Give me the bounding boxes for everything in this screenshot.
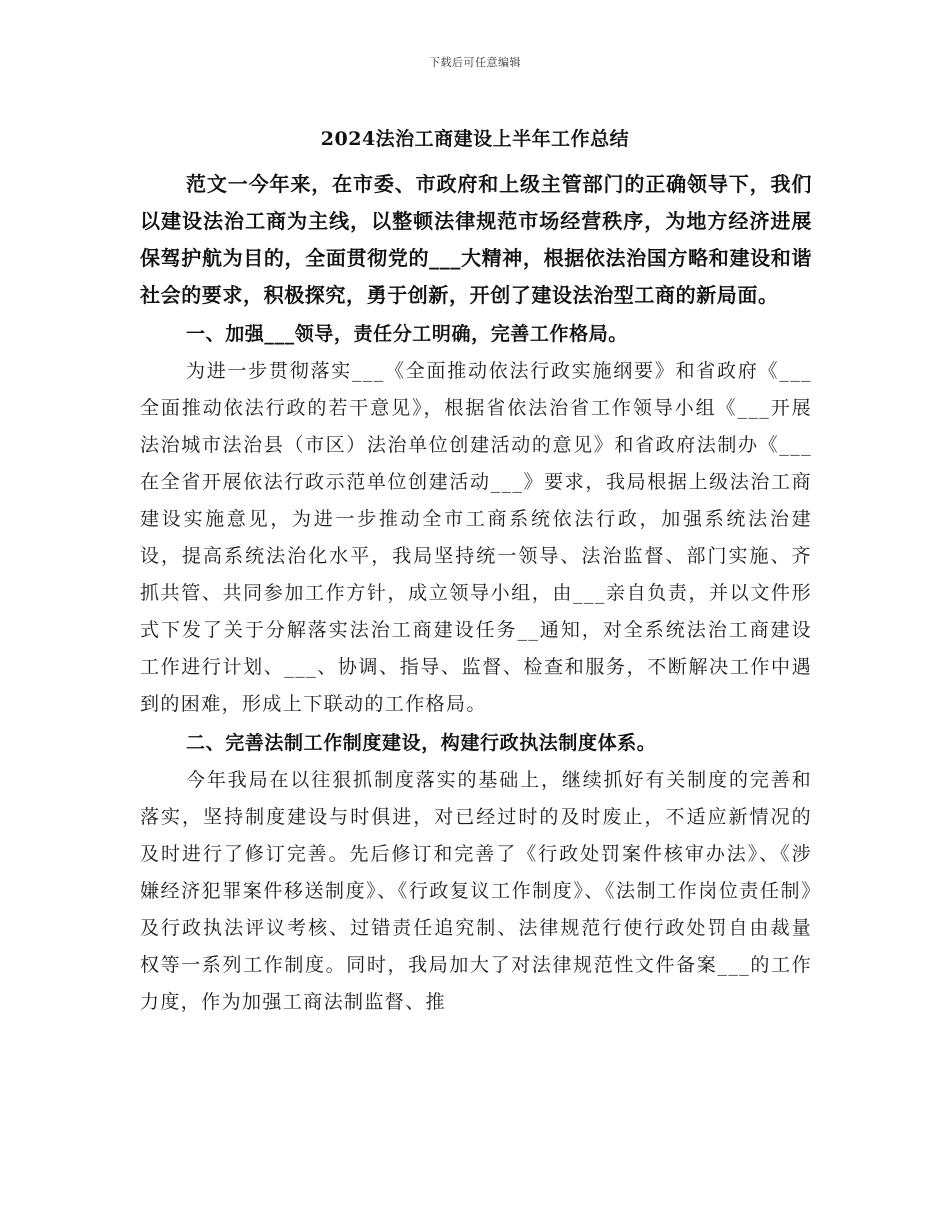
section-2-heading: 二、完善法制工作制度建设，构建行政执法制度体系。 bbox=[186, 732, 657, 754]
document-title: 2024法治工商建设上半年工作总结 bbox=[320, 128, 630, 150]
section-2-paragraph: 今年我局在以往狠抓制度落实的基础上，继续抓好有关制度的完善和落实，坚持制度建设与时俱进，对已经过时的及时废止，不适应新情况的及时进行了修订完善。先后修订和完善了《行政处罚案件核审办法》、《涉嫌经济犯罪案件移送制度》、《行政复议工作制度》、《法制工作岗位责任制》及行政执法评议考核、过错责任追究制、法律规范行使行政处罚自由裁量权等一系列工作制度。同时，我局加大了对法律规范性文件备案___的工作力度，作为加强工商法制监督、推 bbox=[140, 769, 812, 1013]
intro-paragraph: 范文一今年来，在市委、市政府和上级主管部门的正确领导下，我们以建设法治工商为主线，以整顿法律规范市场经营秩序，为地方经济进展保驾护航为目的，全面贯彻党的___大精神，根据依法治国方略和建设和谐社会的要求，积极探究，勇于创新，开创了建设法治型工商的新局面。 bbox=[140, 172, 812, 307]
section-1-paragraph: 为进一步贯彻落实___《全面推动依法行政实施纲要》和省政府《___全面推动依法行政的若干意见》，根据省依法治省工作领导小组《___开展法治城市法治县（市区）法治单位创建活动的意见》和省政府法制办《___在全省开展依法行政示范单位创建活动___》要求，我局根据上级法治工商建设实施意见，为进一步推动全市工商系统依法行政，加强系统法治建设，提高系统法治化水平，我局坚持统一领导、法治监督、部门实施、齐抓共管、共同参加工作方针，成立领导小组，由___亲自负责，并以文件形式下发了关于分解落实法治工商建设任务__通知，对全系统法治工商建设工作进行计划、___、协调、指导、监督、检查和服务，不断解决工作中遇到的困难，形成上下联动的工作格局。 bbox=[140, 360, 812, 715]
document-body bbox=[140, 166, 812, 1021]
header-note: 下载后可任意编辑 bbox=[429, 56, 521, 69]
section-1-heading: 一、加强___领导，责任分工明确，完善工作格局。 bbox=[186, 323, 628, 345]
